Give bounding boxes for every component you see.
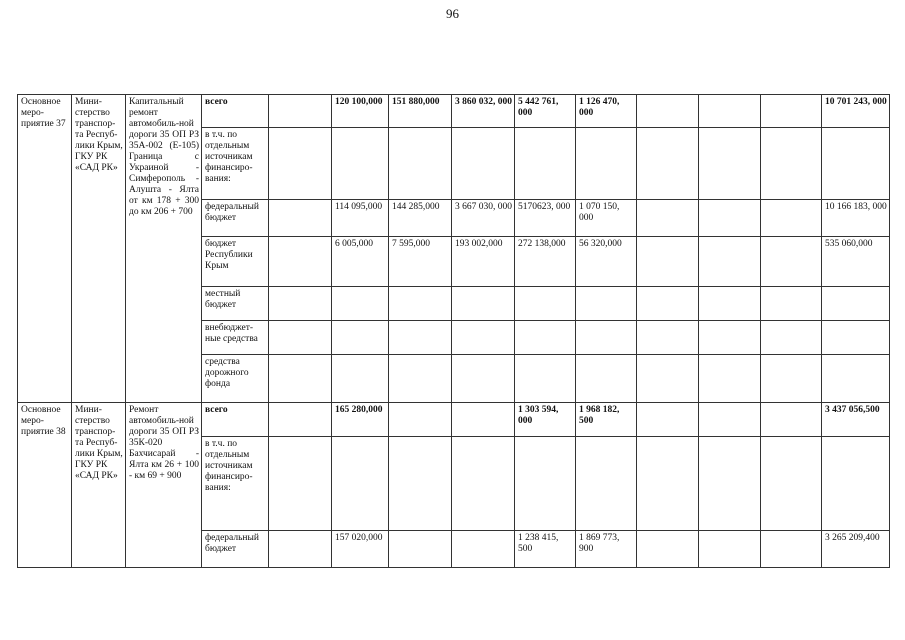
amount-cell (761, 287, 822, 321)
amount-cell (332, 437, 389, 531)
amount-cell: 3 437 056,500 (822, 403, 890, 437)
amount-cell: 1 303 594, 000 (515, 403, 576, 437)
amount-cell (269, 128, 332, 200)
page-number: 96 (446, 6, 459, 21)
amount-cell (269, 531, 332, 568)
amount-cell: 193 002,000 (452, 237, 515, 287)
amount-cell (637, 237, 699, 287)
amount-cell (699, 128, 761, 200)
amount-cell (761, 95, 822, 128)
funding-source-cell: внебюджет-ные средства (202, 321, 269, 355)
amount-cell (822, 128, 890, 200)
amount-cell (452, 403, 515, 437)
amount-cell (637, 287, 699, 321)
amount-cell: 151 880,000 (389, 95, 452, 128)
amount-cell (576, 128, 637, 200)
amount-cell: 5 442 761, 000 (515, 95, 576, 128)
amount-cell (269, 403, 332, 437)
amount-cell (761, 437, 822, 531)
amount-cell (576, 321, 637, 355)
funding-source-cell: в т.ч. по отдельным источникам финансиро-вания: (202, 128, 269, 200)
amount-cell (699, 95, 761, 128)
amount-cell (637, 200, 699, 237)
amount-cell (389, 128, 452, 200)
amount-cell (761, 403, 822, 437)
amount-cell (452, 437, 515, 531)
amount-cell (761, 355, 822, 403)
amount-cell (761, 200, 822, 237)
amount-cell (637, 321, 699, 355)
amount-cell: 1 869 773, 900 (576, 531, 637, 568)
funding-source-cell: федеральный бюджет (202, 200, 269, 237)
amount-cell (332, 128, 389, 200)
amount-cell (269, 95, 332, 128)
amount-cell: 272 138,000 (515, 237, 576, 287)
amount-cell (515, 355, 576, 403)
table-row (18, 403, 890, 437)
amount-cell: 1 070 150, 000 (576, 200, 637, 237)
amount-cell (699, 355, 761, 403)
amount-cell (452, 321, 515, 355)
responsible-cell: Мини-стерство транспор-та Респуб-лики Крым, ГКУ РК «САД РК» (72, 403, 126, 568)
amount-cell (637, 403, 699, 437)
amount-cell (389, 287, 452, 321)
event-cell: Основное меро-приятие 38 (18, 403, 72, 568)
amount-cell (515, 321, 576, 355)
amount-cell (637, 437, 699, 531)
amount-cell (269, 287, 332, 321)
amount-cell (699, 403, 761, 437)
amount-cell (332, 321, 389, 355)
amount-cell (699, 287, 761, 321)
amount-cell: 3 860 032, 000 (452, 95, 515, 128)
amount-cell (637, 355, 699, 403)
funding-source-cell: средства дорожного фонда (202, 355, 269, 403)
amount-cell (389, 355, 452, 403)
amount-cell (515, 128, 576, 200)
amount-cell: 5170623, 000 (515, 200, 576, 237)
amount-cell (332, 355, 389, 403)
amount-cell (269, 200, 332, 237)
amount-cell (269, 237, 332, 287)
amount-cell: 157 020,000 (332, 531, 389, 568)
amount-cell: 6 005,000 (332, 237, 389, 287)
amount-cell (576, 287, 637, 321)
amount-cell (699, 437, 761, 531)
amount-cell (637, 531, 699, 568)
amount-cell (269, 321, 332, 355)
amount-cell (761, 531, 822, 568)
amount-cell (822, 355, 890, 403)
amount-cell: 3 667 030, 000 (452, 200, 515, 237)
event-cell: Основное меро-приятие 37 (18, 95, 72, 403)
funding-source-cell: федеральный бюджет (202, 531, 269, 568)
amount-cell: 10 166 183, 000 (822, 200, 890, 237)
amount-cell (515, 437, 576, 531)
amount-cell (761, 128, 822, 200)
amount-cell (515, 287, 576, 321)
description-cell: Капитальный ремонт автомобиль-ной дороги 35 ОП РЗ 35А-002 (Е-105) Граница с Украиной - Симферополь - Алушта - Ялта от км 178 + 300 до км 206 + 700 (126, 95, 202, 403)
funding-table (17, 94, 890, 568)
amount-cell (452, 531, 515, 568)
amount-cell: 144 285,000 (389, 200, 452, 237)
amount-cell: 1 126 470, 000 (576, 95, 637, 128)
amount-cell (699, 531, 761, 568)
amount-cell: 7 595,000 (389, 237, 452, 287)
amount-cell (389, 531, 452, 568)
amount-cell: 1 968 182, 500 (576, 403, 637, 437)
amount-cell: 120 100,000 (332, 95, 389, 128)
amount-cell: 1 238 415, 500 (515, 531, 576, 568)
amount-cell (761, 321, 822, 355)
amount-cell: 114 095,000 (332, 200, 389, 237)
amount-cell: 56 320,000 (576, 237, 637, 287)
amount-cell (637, 95, 699, 128)
amount-cell (452, 355, 515, 403)
amount-cell (699, 321, 761, 355)
amount-cell: 3 265 209,400 (822, 531, 890, 568)
amount-cell: 10 701 243, 000 (822, 95, 890, 128)
amount-cell (452, 128, 515, 200)
amount-cell (822, 287, 890, 321)
funding-source-cell: бюджет Республики Крым (202, 237, 269, 287)
funding-source-cell: всего (202, 403, 269, 437)
table-row (18, 95, 890, 128)
amount-cell (822, 437, 890, 531)
amount-cell (269, 355, 332, 403)
amount-cell (699, 237, 761, 287)
amount-cell (637, 128, 699, 200)
amount-cell (389, 321, 452, 355)
funding-source-cell: в т.ч. по отдельным источникам финансиро-вания: (202, 437, 269, 531)
amount-cell (269, 437, 332, 531)
amount-cell (389, 437, 452, 531)
amount-cell (761, 237, 822, 287)
amount-cell: 165 280,000 (332, 403, 389, 437)
funding-source-cell: всего (202, 95, 269, 128)
amount-cell (332, 287, 389, 321)
responsible-cell: Мини-стерство транспор-та Респуб-лики Крым, ГКУ РК «САД РК» (72, 95, 126, 403)
amount-cell (822, 321, 890, 355)
amount-cell (576, 437, 637, 531)
amount-cell: 535 060,000 (822, 237, 890, 287)
amount-cell (576, 355, 637, 403)
funding-source-cell: местный бюджет (202, 287, 269, 321)
description-cell: Ремонт автомобиль-ной дороги 35 ОП РЗ 35К-020 Бахчисарай - Ялта км 26 + 100 - км 69 + 900 (126, 403, 202, 568)
amount-cell (452, 287, 515, 321)
amount-cell (389, 403, 452, 437)
amount-cell (699, 200, 761, 237)
